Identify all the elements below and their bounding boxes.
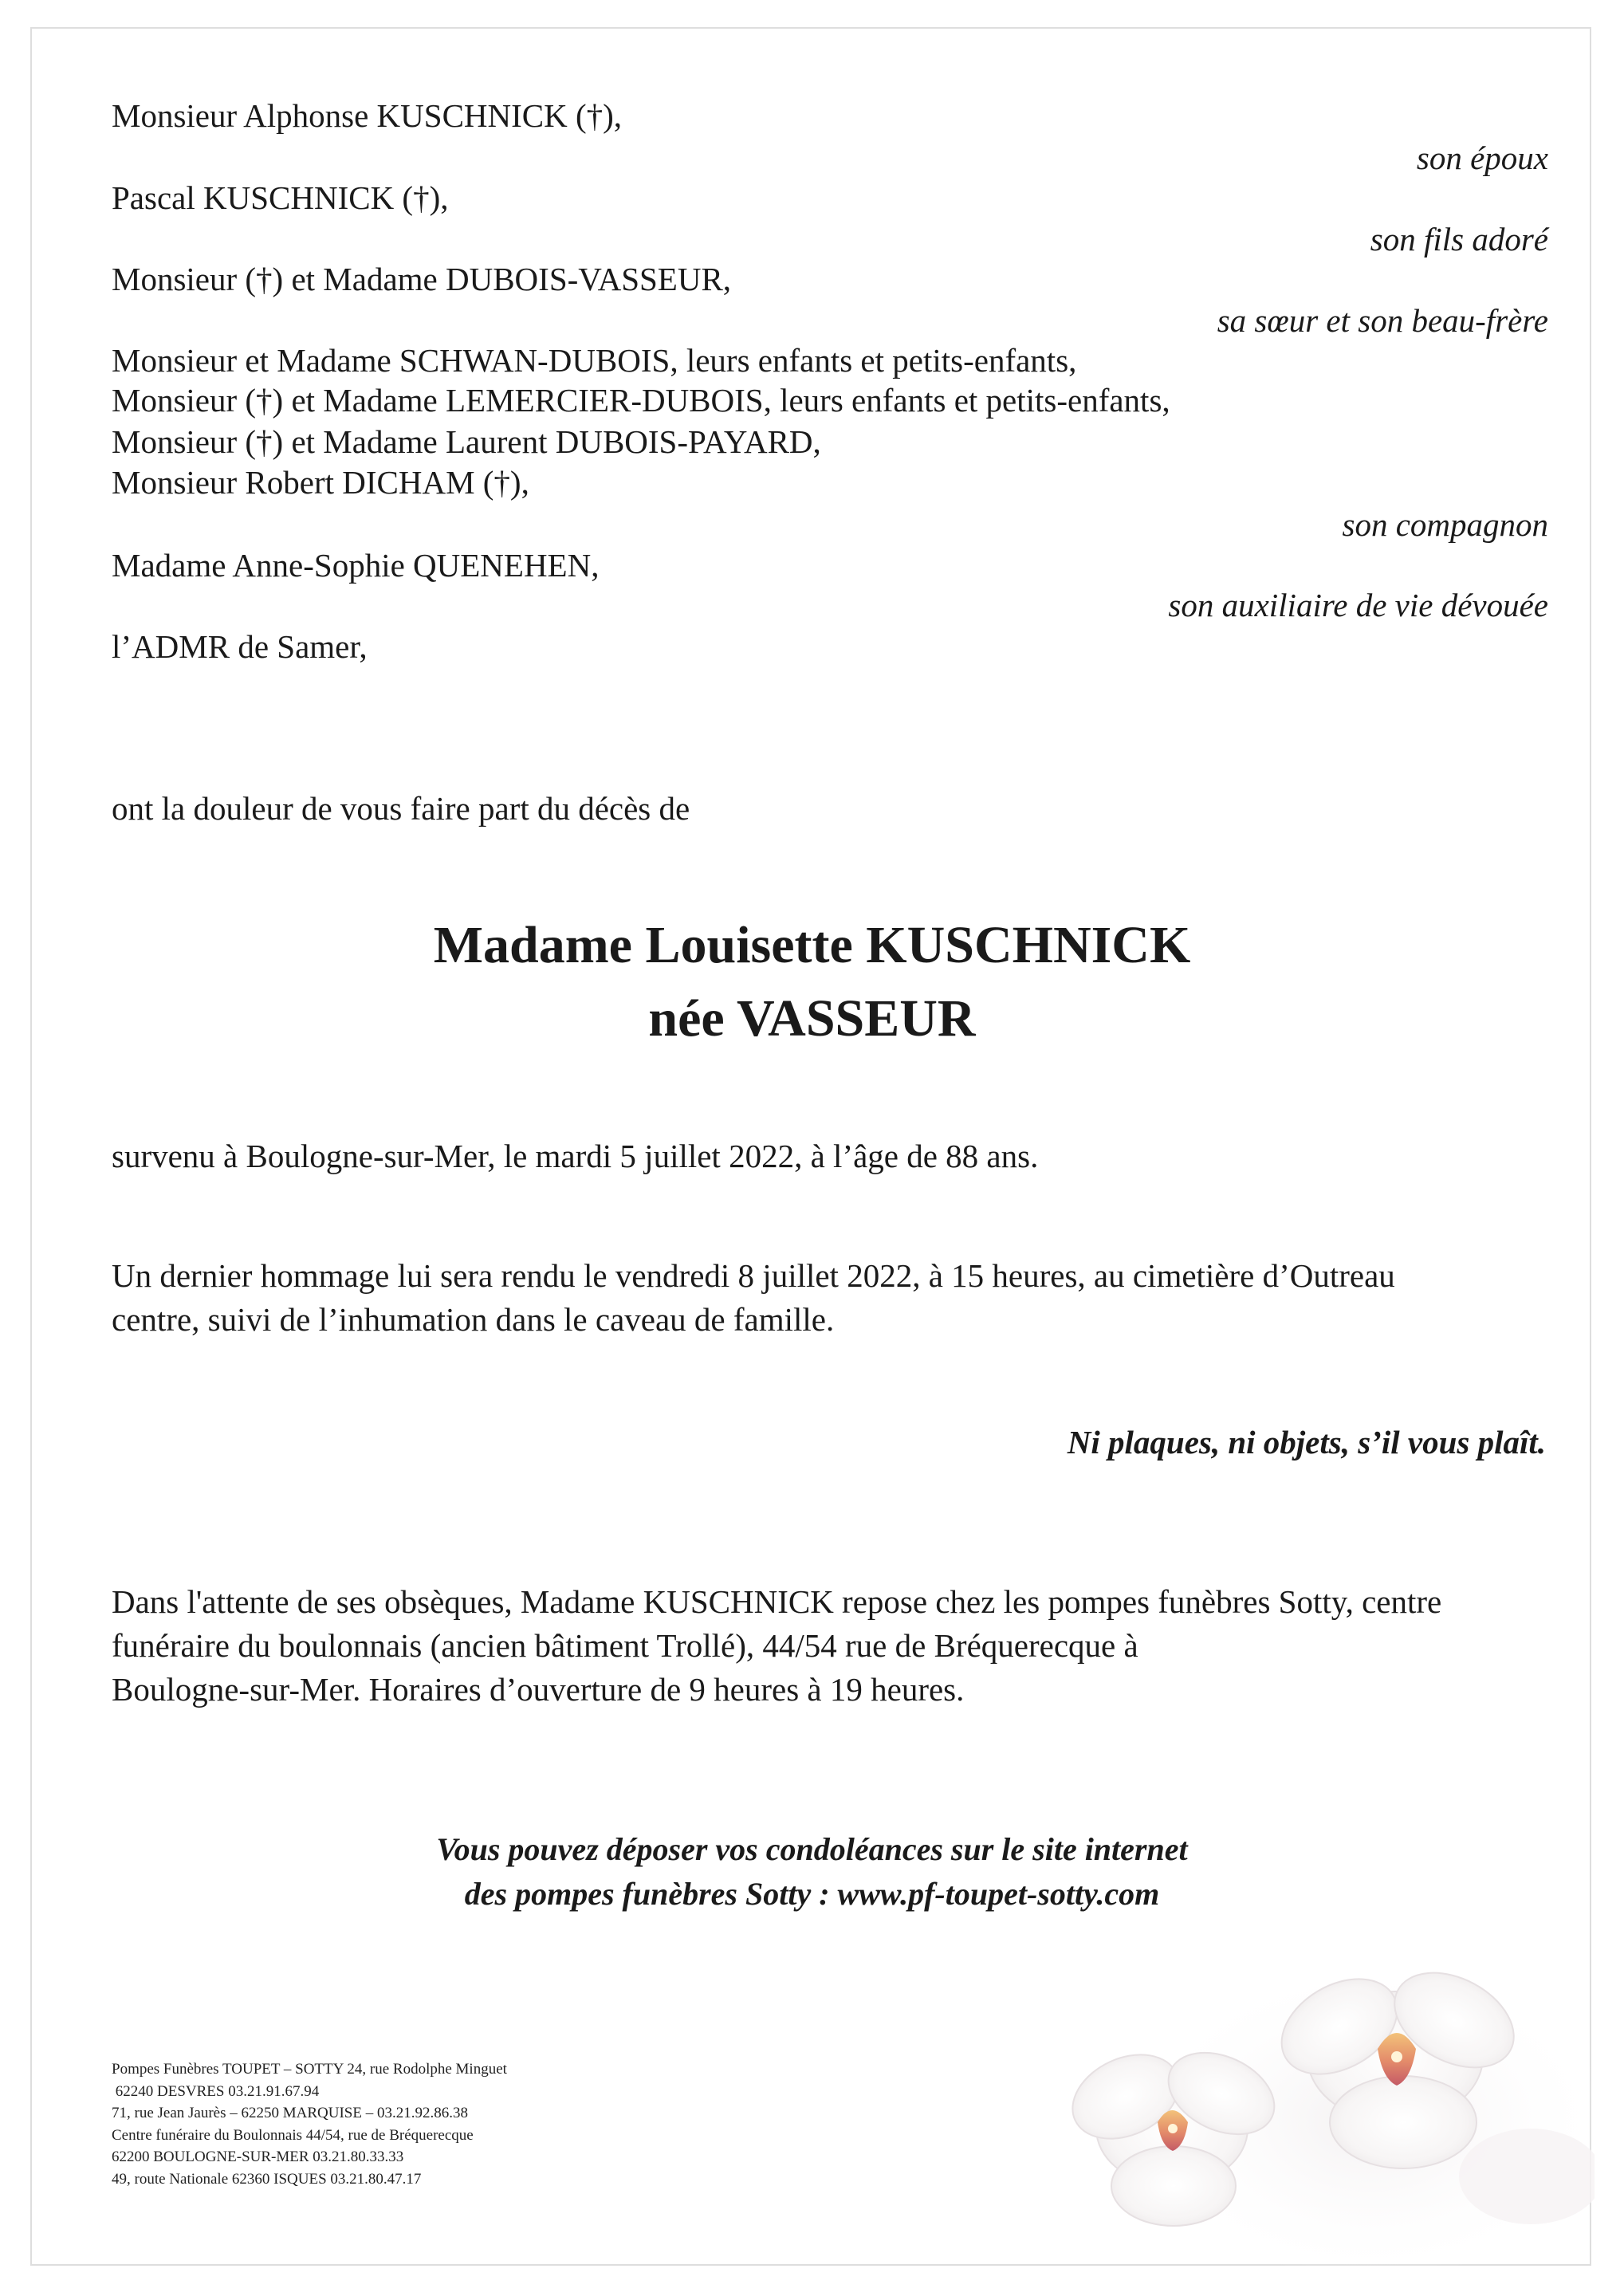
deceased-maiden-name: née VASSEUR (648, 989, 976, 1048)
funeral-home-footer (112, 2058, 507, 2190)
family-line-5: Monsieur (†) et Madame LEMERCIER-DUBOIS, leurs enfants et petits-enfants, (112, 382, 1170, 419)
family-line-8: Madame Anne-Sophie QUENEHEN, (112, 547, 600, 584)
family-role-3: sa sœur et son beau-frère (1217, 302, 1548, 339)
death-info: survenu à Boulogne-sur-Mer, le mardi 5 juillet 2022, à l’âge de 88 ans. (112, 1138, 1039, 1174)
orchid-decoration (1052, 1937, 1595, 2272)
footer-line-4: Centre funéraire du Boulonnais 44/54, rue de Bréquerecque (112, 2126, 474, 2144)
condolences-notice (0, 1827, 1624, 1917)
homage-paragraph (112, 1254, 1548, 1342)
family-line-9: l’ADMR de Samer, (112, 628, 368, 665)
resting-line-1: Dans l'attente de ses obsèques, Madame KUSCHNICK repose chez les pompes funèbres Sotty, centre (112, 1583, 1442, 1620)
homage-line-2: centre, suivi de l’inhumation dans le caveau de famille. (112, 1301, 835, 1338)
resting-line-2: funéraire du boulonnais (ancien bâtiment Trollé), 44/54 rue de Bréquerecque à (112, 1627, 1138, 1664)
homage-line-1: Un dernier hommage lui sera rendu le vendredi 8 juillet 2022, à 15 heures, au cimetière d’Outreau (112, 1257, 1395, 1294)
deceased-name: Madame Louisette KUSCHNICK (433, 916, 1191, 974)
condolences-line-1: Vous pouvez déposer vos condoléances sur le site internet (436, 1831, 1188, 1867)
family-line-1: Monsieur Alphonse KUSCHNICK (†), (112, 97, 623, 134)
family-role-2: son fils adoré (1370, 221, 1548, 258)
family-line-6: Monsieur (†) et Madame Laurent DUBOIS-PAYARD, (112, 423, 821, 460)
family-role-1: son époux (1416, 140, 1548, 176)
family-role-7: son compagnon (1342, 506, 1548, 543)
footer-line-6: 49, route Nationale 62360 ISQUES 03.21.80.47.17 (112, 2170, 422, 2188)
family-line-4: Monsieur et Madame SCHWAN-DUBOIS, leurs enfants et petits-enfants, (112, 342, 1077, 379)
footer-line-5: 62200 BOULOGNE-SUR-MER 03.21.80.33.33 (112, 2149, 404, 2165)
resting-paragraph (112, 1580, 1548, 1712)
condolences-line-2: des pompes funèbres Sotty : www.pf-toupet-sotty.com (464, 1876, 1160, 1912)
no-flowers-notice: Ni plaques, ni objets, s’il vous plaît. (1067, 1424, 1546, 1461)
footer-line-2: 62240 DESVRES 03.21.91.67.94 (112, 2082, 320, 2100)
family-role-8: son auxiliaire de vie dévouée (1168, 587, 1548, 623)
resting-line-3: Boulogne-sur-Mer. Horaires d’ouverture de 9 heures à 19 heures. (112, 1671, 965, 1708)
footer-line-3: 71, rue Jean Jaurès – 62250 MARQUISE – 03.21.92.86.38 (112, 2105, 468, 2121)
family-line-2: Pascal KUSCHNICK (†), (112, 179, 449, 216)
family-line-7: Monsieur Robert DICHAM (†), (112, 464, 529, 501)
family-line-3: Monsieur (†) et Madame DUBOIS-VASSEUR, (112, 261, 732, 297)
announcement-text: ont la douleur de vous faire part du décès de (112, 790, 690, 827)
footer-line-1: Pompes Funèbres TOUPET – SOTTY 24, rue Rodolphe Minguet (112, 2061, 507, 2078)
